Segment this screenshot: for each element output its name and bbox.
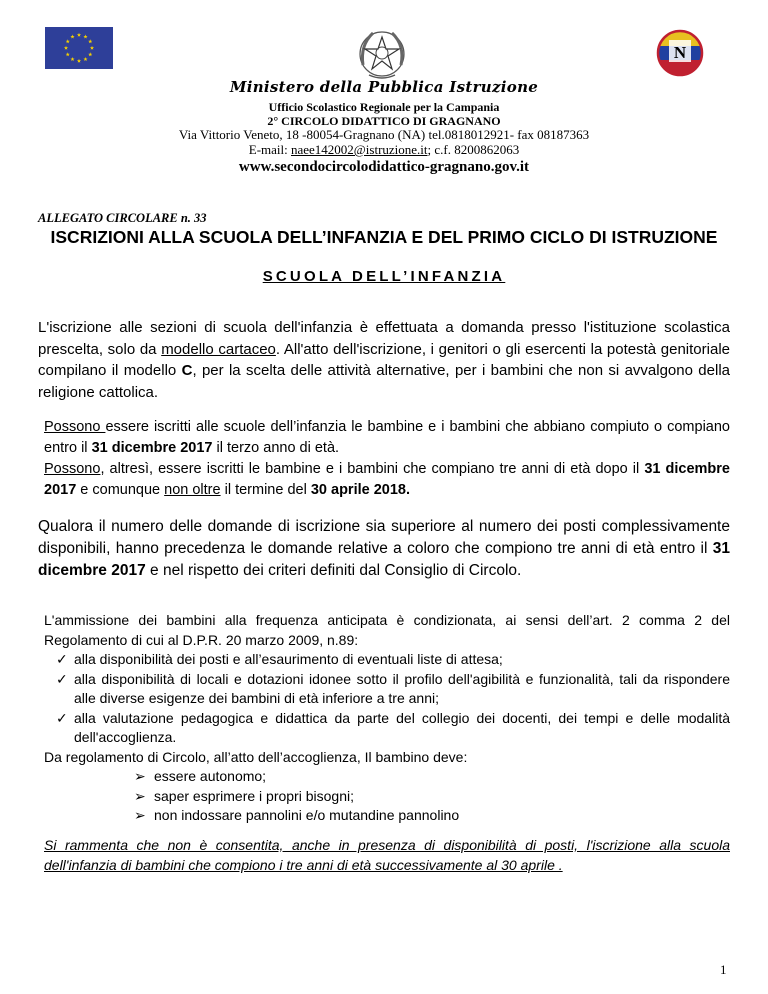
svg-text:N: N — [673, 43, 687, 62]
tax-code: ; c.f. 8200862063 — [427, 142, 520, 157]
website-link[interactable]: www.secondocircolodidattico-gragnano.gov.it — [238, 159, 530, 175]
school-address: Via Vittorio Veneto, 18 -80054-Gragnano (NA) tel.0818012921- fax 08187363 — [178, 127, 590, 142]
italian-republic-emblem-icon — [355, 25, 410, 83]
paragraph-enrollment — [38, 317, 730, 403]
document-title: ISCRIZIONI ALLA SCUOLA DELL’INFANZIA E DEL PRIMO CICLO DI ISTRUZIONE — [50, 227, 718, 247]
text-run: e nel rispetto dei criteri definiti dal Consiglio di Circolo. — [145, 562, 522, 579]
text-run: il terzo anno di età. — [212, 440, 340, 456]
text-run: Qualora il numero delle domande di iscrizione sia superiore al numero dei posti complessivamente disponibili, hanno precedenza le domande relative a coloro che compiono tre anni di età entro il — [38, 518, 730, 557]
ministry-name: Ministero della Pubblica Istruzione — [229, 78, 539, 96]
paragraph-priority — [38, 516, 730, 582]
text-date: 31 dicembre 2017 — [38, 540, 730, 579]
conditions-list — [56, 650, 730, 748]
list-item: ✓ alla disponibilità dei posti e all’esaurimento di eventuali liste di attesa; — [56, 650, 730, 670]
paragraph-eligibility — [44, 417, 730, 501]
list-item: ➢ non indossare pannolini e/o mutandine pannolino — [134, 806, 730, 826]
text-form-c: C — [181, 362, 193, 379]
school-circle-name: 2° CIRCOLO DIDATTICO DI GRAGNANO — [267, 114, 501, 128]
text-possono: Possono — [44, 419, 106, 435]
circle-rules-intro: Da regolamento di Circolo, all’atto dell’accoglienza, Il bambino deve: — [44, 748, 468, 765]
text-run: il termine del — [220, 482, 311, 498]
regional-office: Ufficio Scolastico Regionale per la Campania — [268, 100, 500, 114]
text-run: , per la scelta delle attività alternative, per i bambini che non si avvalgono della religione cattolica. — [38, 362, 730, 401]
text-run: , altresì, essere iscritti le bambine e i bambini che compiano tre anni di età dopo il — [100, 461, 645, 477]
checkmark-icon: ✓ — [56, 670, 68, 687]
list-item: ✓ alla disponibilità di locali e dotazioni idonee sotto il profilo dell'agibilità e funzionalità, tali da rispondere alle diverse esigenze dei bambini di età inferiore a tre anni; — [56, 670, 730, 706]
checkmark-icon: ✓ — [56, 709, 68, 726]
text-run: L'iscrizione alle sezioni di scuola dell'infanzia è effettuata a domanda presso l'istituzione scolastica prescelta, solo da — [38, 319, 730, 358]
early-admission-intro: L'ammissione dei bambini alla frequenza anticipata è condizionata, ai sensi dell’art. 2 comma 2 del Regolamento di cui al D.P.R. 20 marzo 2009, n.89: — [44, 612, 730, 648]
paragraph-early-admission — [44, 611, 730, 826]
email-link[interactable]: naee142002@istruzione.it — [291, 142, 428, 157]
text-run: . All'atto dell'iscrizione, i genitori o gli esercenti la potestà genitoriale compilano il modello — [38, 340, 730, 379]
checkmark-icon: ✓ — [56, 651, 68, 667]
text-non-oltre: non oltre — [164, 482, 221, 498]
email-line — [0, 142, 768, 158]
text-run: essere iscritti alle scuole dell’infanzia le bambine e i bambini che abbiano compiuto o compiano entro il — [44, 419, 730, 456]
page-number: 1 — [720, 962, 727, 977]
list-item: ➢ essere autonomo; — [134, 767, 730, 787]
list-item: ✓ alla valutazione pedagogica e didattica da parte del collegio dei docenti, dei tempi e delle modalità dell'accoglienza. — [56, 709, 730, 745]
text-possono: Possono — [44, 461, 101, 477]
text-deadline: 30 aprile 2018. — [310, 482, 411, 498]
email-prefix: E-mail: — [248, 142, 291, 157]
paragraph-reminder: Si rammenta che non è consentita, anche in presenza di disponibilità di posti, l'iscrizione alla scuola dell'infanzia di bambini che compiono i tre anni di età successivamente al 30 aprile . — [44, 837, 730, 873]
requirements-list — [44, 767, 730, 826]
text-paper-form: modello cartaceo — [161, 340, 276, 358]
section-title: SCUOLA DELL’INFANZIA — [262, 268, 506, 285]
list-item: ➢ saper esprimere i propri bisogni; — [134, 787, 730, 807]
text-date: 31 dicembre 2017 — [44, 461, 730, 498]
text-run: e comunque — [76, 482, 165, 498]
eu-flag-icon — [45, 27, 113, 69]
attachment-reference: ALLEGATO CIRCOLARE n. 33 — [38, 211, 207, 225]
arrow-bullet-icon: ➢ — [134, 768, 146, 784]
arrow-bullet-icon: ➢ — [134, 787, 146, 804]
arrow-bullet-icon: ➢ — [134, 807, 146, 823]
text-date: 31 dicembre 2017 — [91, 440, 213, 456]
school-logo-icon — [655, 28, 705, 78]
